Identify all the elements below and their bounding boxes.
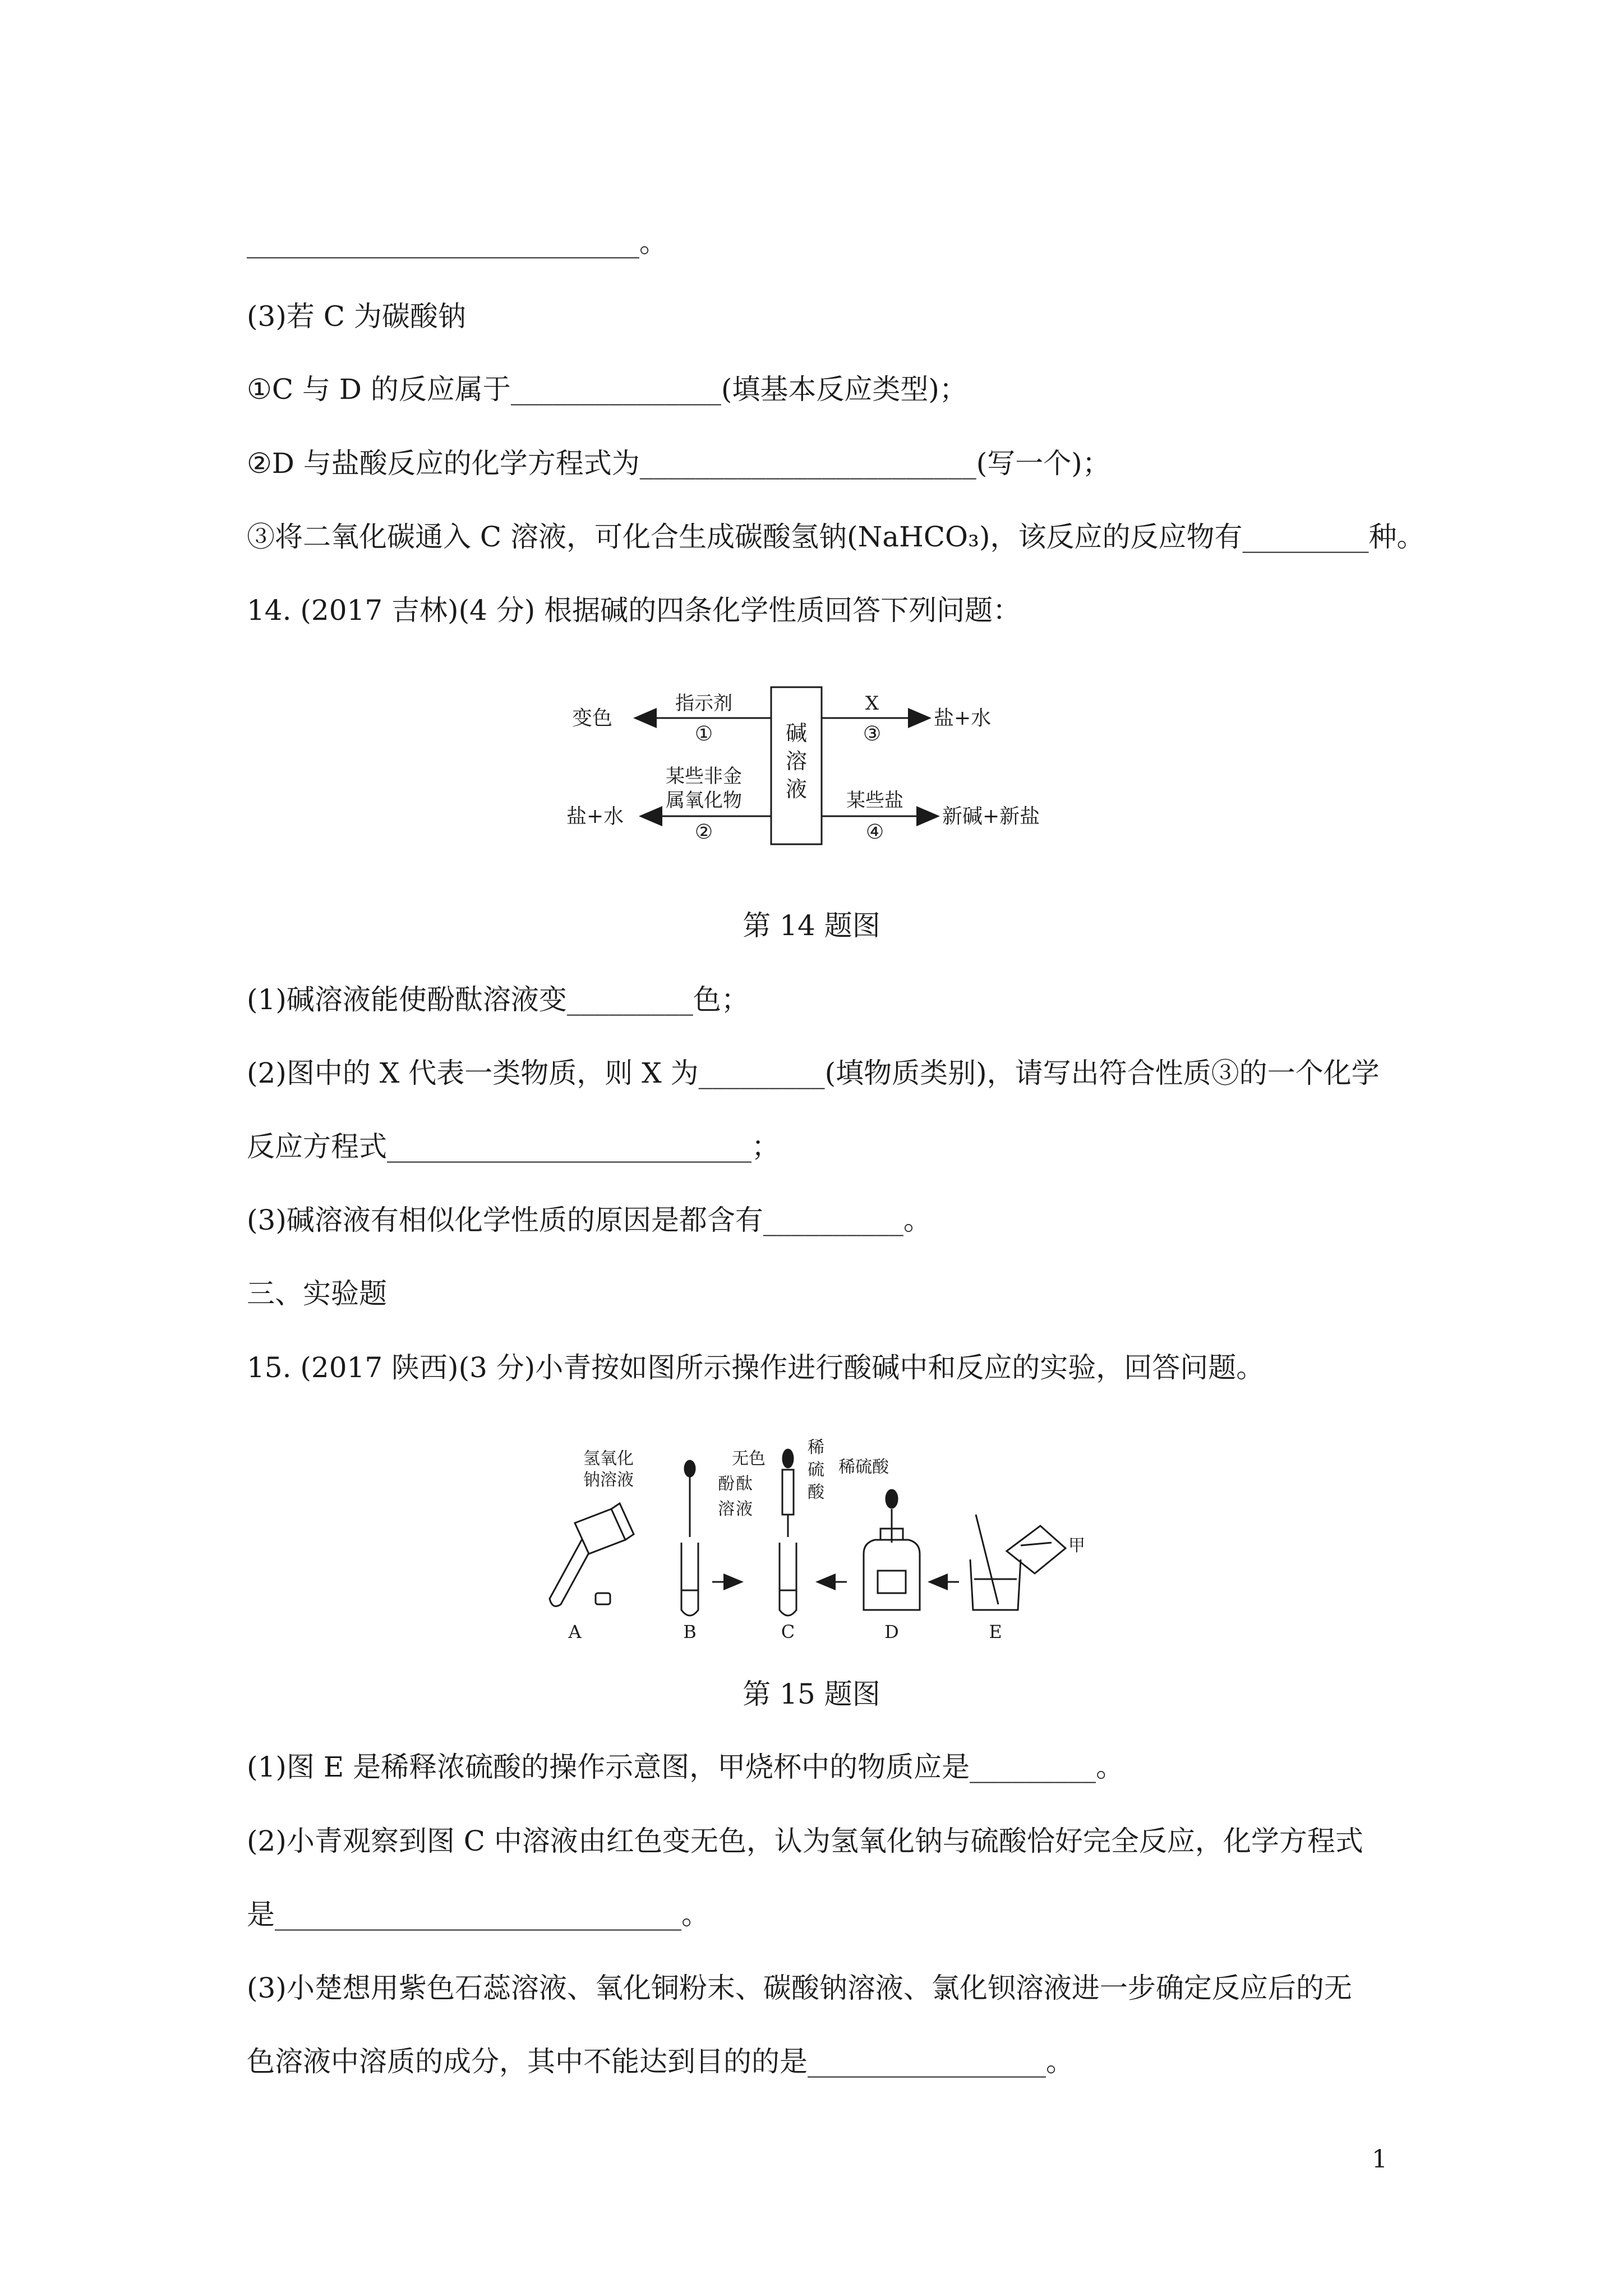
left-top-num: ①: [694, 723, 713, 746]
label-dilute-acid: 稀: [808, 1438, 824, 1457]
text-line: ____________________________。: [247, 226, 667, 259]
right-top-result: 盐+水: [934, 707, 992, 730]
left-top-result: 变色: [572, 707, 613, 730]
question-15-stem: 15. (2017 陕西)(3 分)小青按如图所示操作进行酸碱中和反应的实验，回答问题。: [247, 1351, 1265, 1384]
step-c-tube: [780, 1450, 796, 1616]
text-line: 色溶液中溶质的成分，其中不能达到目的的是_________________。: [247, 2045, 1074, 2078]
label-naoh: 氢氧化: [583, 1449, 634, 1469]
step-label-b: B: [683, 1621, 697, 1642]
right-top-label: X: [865, 692, 879, 715]
step-b-tube: [681, 1461, 698, 1616]
left-bottom-label: 属氧化物: [666, 789, 742, 812]
step-label-e: E: [989, 1621, 1002, 1642]
text-line: (3)碱溶液有相似化学性质的原因是都含有__________。: [247, 1204, 932, 1236]
box-char: 液: [785, 777, 808, 802]
text-line: (3)若 C 为碳酸钠: [247, 300, 466, 333]
label-naoh: 钠溶液: [583, 1470, 634, 1490]
figure-14-diagram: [566, 684, 1071, 853]
label-dilute-sulfuric: 稀硫酸: [838, 1457, 889, 1477]
right-bottom-result: 新碱+新盐: [942, 805, 1040, 828]
section-heading: 三、实验题: [247, 1277, 387, 1310]
text-line: (1)图 E 是稀释浓硫酸的操作示意图，甲烧杯中的物质应是_________。: [247, 1751, 1124, 1783]
text-line: ①C 与 D 的反应属于_______________(填基本反应类型)；: [247, 373, 967, 406]
step-d-bottle: [864, 1490, 920, 1610]
label-jia: 甲: [1068, 1536, 1085, 1556]
text-line: 反应方程式__________________________；: [247, 1130, 780, 1163]
text-line: (1)碱溶液能使酚酞溶液变_________色；: [247, 983, 749, 1016]
label-phenolphthalein: 酚: [718, 1474, 735, 1494]
step-label-d: D: [884, 1621, 899, 1642]
step-label-a: A: [568, 1621, 582, 1642]
right-top-num: ③: [863, 723, 882, 746]
text-line: (2)图中的 X 代表一类物质，则 X 为_________(填物质类别)，请写出符合性质③的一个化学: [247, 1057, 1380, 1089]
box-char: 碱: [785, 721, 808, 746]
right-bottom-label: 某些盐: [846, 789, 903, 812]
left-bottom-label: 某些非金: [666, 765, 742, 788]
text-line: (3)小楚想用紫色石蕊溶液、氧化铜粉末、碳酸钠溶液、氯化钡溶液进一步确定反应后的无: [247, 1972, 1352, 2004]
label-phenolphthalein: 液: [736, 1499, 753, 1519]
figure-14-caption: 第 14 题图: [743, 909, 880, 942]
step-a-pouring: [550, 1503, 634, 1606]
left-bottom-num: ②: [694, 821, 713, 844]
figure-15-diagram: [527, 1430, 1116, 1644]
label-phenolphthalein: 无: [732, 1449, 749, 1469]
page-number: 1: [1372, 2145, 1387, 2174]
left-bottom-result: 盐+水: [566, 805, 624, 828]
text-line: ②D 与盐酸反应的化学方程式为________________________(写一个)；: [247, 447, 1110, 480]
text-line: ③将二氧化碳通入 C 溶液，可化合生成碳酸氢钠(NaHCO₃)，该反应的反应物有_________种。: [247, 521, 1425, 553]
step-e-beakers: [970, 1515, 1066, 1610]
label-phenolphthalein: 酞: [736, 1474, 753, 1494]
step-label-c: C: [781, 1621, 795, 1642]
label-phenolphthalein: 色: [749, 1449, 766, 1469]
label-dilute-acid: 硫: [808, 1460, 824, 1480]
question-14-stem: 14. (2017 吉林)(4 分) 根据碱的四条化学性质回答下列问题：: [247, 594, 1021, 627]
left-top-label: 指示剂: [675, 692, 732, 715]
box-char: 溶: [785, 749, 808, 774]
text-line: (2)小青观察到图 C 中溶液由红色变无色，认为氢氧化钠与硫酸恰好完全反应，化学方程式: [247, 1825, 1363, 1857]
label-phenolphthalein: 溶: [718, 1499, 735, 1519]
text-line: 是_____________________________。: [247, 1898, 709, 1931]
label-dilute-acid: 酸: [808, 1483, 824, 1502]
right-bottom-num: ④: [865, 821, 884, 844]
figure-15-caption: 第 15 题图: [743, 1678, 880, 1710]
